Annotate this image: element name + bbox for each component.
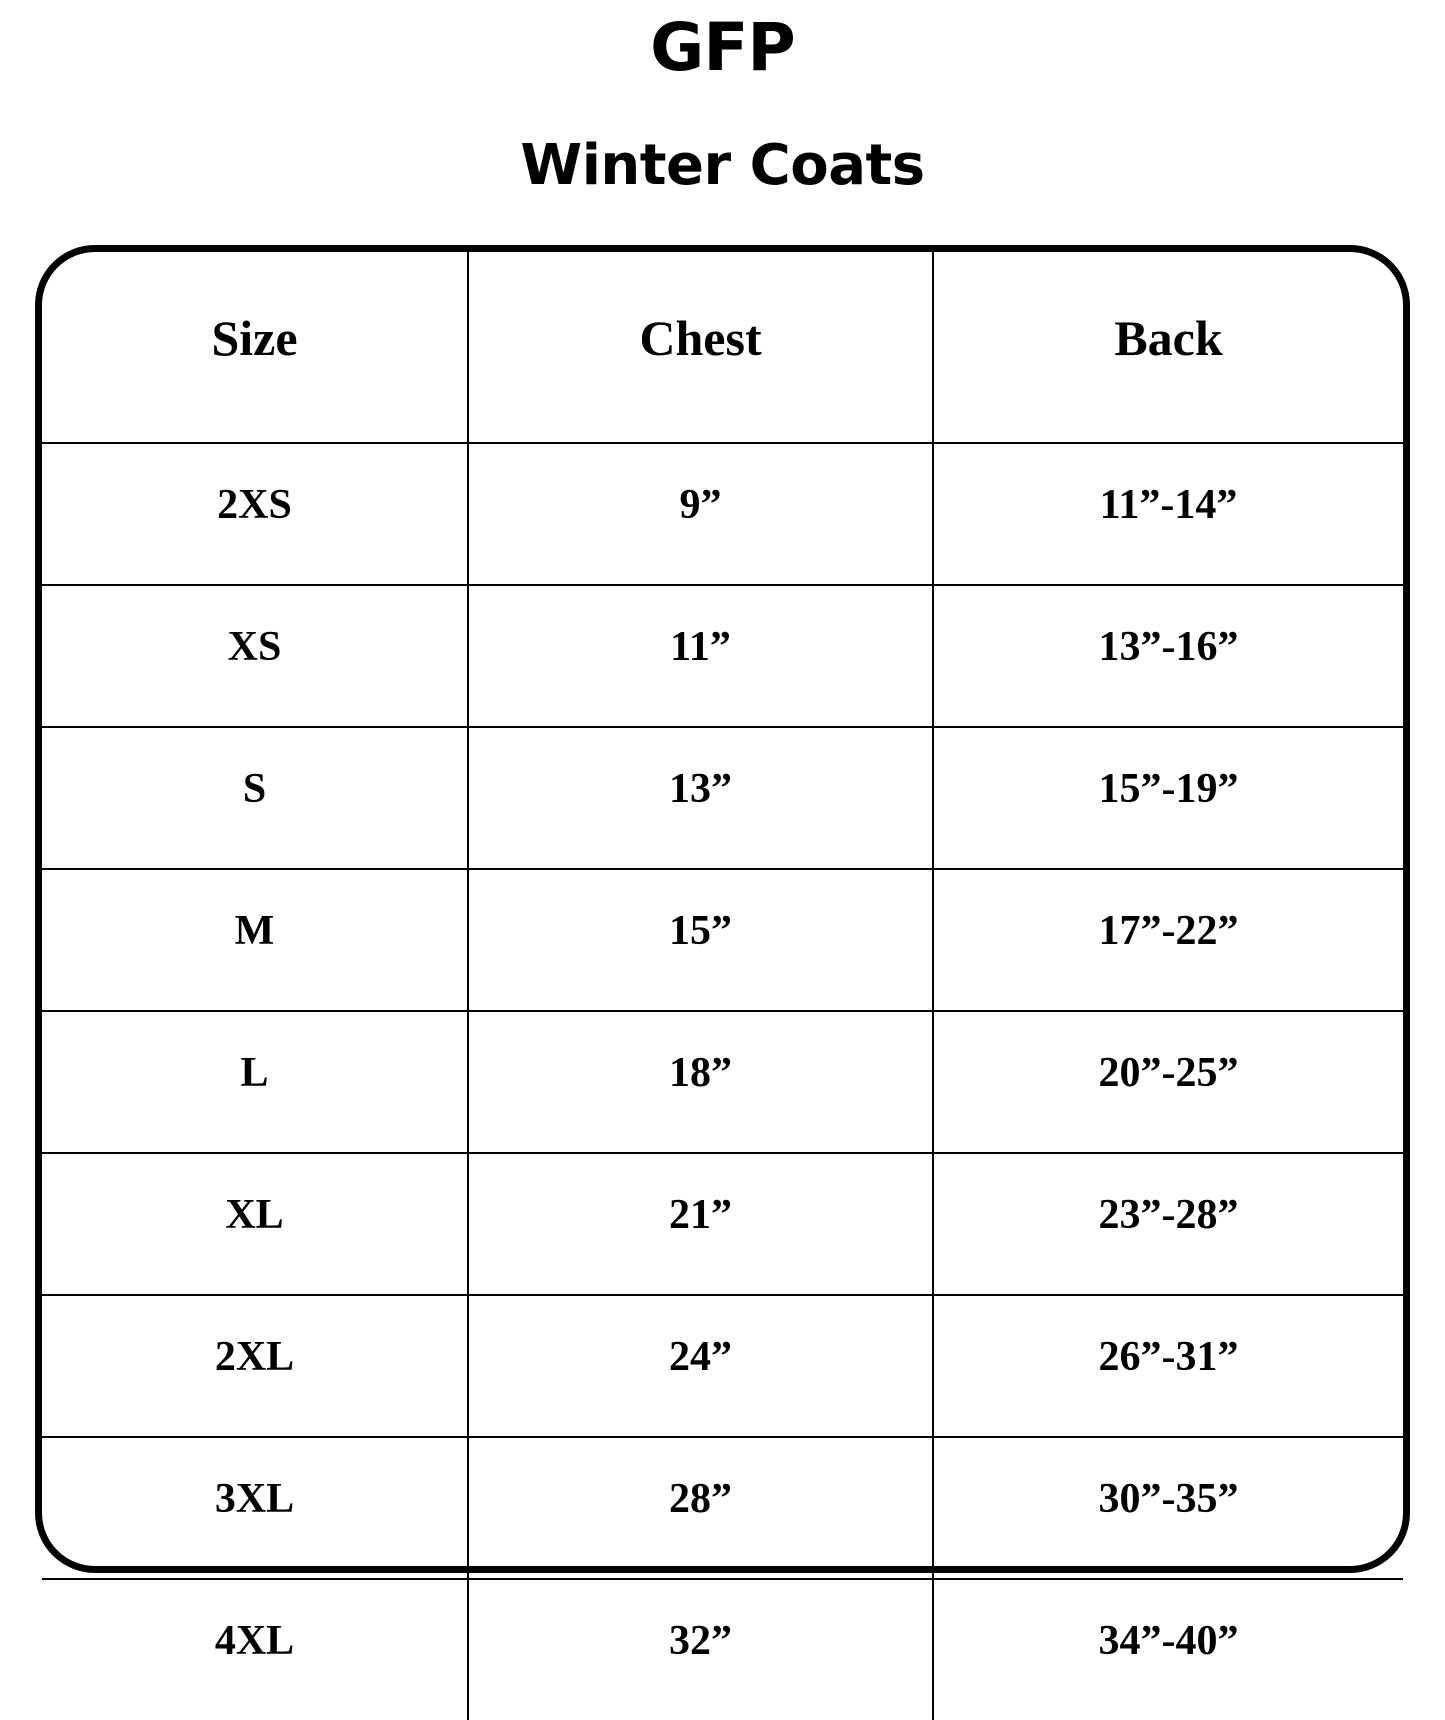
chest-cell: 18”	[468, 1011, 933, 1153]
size-chart-frame	[35, 245, 1410, 1664]
table-row	[42, 443, 1403, 585]
chest-cell: 9”	[468, 443, 933, 585]
chest-cell: 24”	[468, 1295, 933, 1437]
column-header-back: Back	[933, 252, 1403, 443]
size-cell: L	[42, 1011, 468, 1153]
back-cell: 13”-16”	[933, 585, 1403, 727]
column-header-chest: Chest	[468, 252, 933, 443]
table-row	[42, 1579, 1403, 1720]
column-header-size: Size	[42, 252, 468, 443]
table-row	[42, 585, 1403, 727]
back-cell: 15”-19”	[933, 727, 1403, 869]
chest-cell: 28”	[468, 1437, 933, 1579]
table-row	[42, 1437, 1403, 1579]
size-cell: 4XL	[42, 1579, 468, 1720]
size-cell: XL	[42, 1153, 468, 1295]
size-cell: 2XL	[42, 1295, 468, 1437]
table-header-row	[42, 252, 1403, 443]
back-cell: 17”-22”	[933, 869, 1403, 1011]
back-cell: 11”-14”	[933, 443, 1403, 585]
table-row	[42, 1153, 1403, 1295]
brand-logo-text: GFP	[650, 9, 795, 86]
size-cell: XS	[42, 585, 468, 727]
back-cell: 34”-40”	[933, 1579, 1403, 1720]
chest-cell: 11”	[468, 585, 933, 727]
page-title: Winter Coats	[520, 133, 925, 198]
chest-cell: 13”	[468, 727, 933, 869]
table-row	[42, 727, 1403, 869]
size-chart-table	[42, 252, 1403, 1720]
back-cell: 20”-25”	[933, 1011, 1403, 1153]
back-cell: 26”-31”	[933, 1295, 1403, 1437]
table-row	[42, 1011, 1403, 1153]
table-row	[42, 869, 1403, 1011]
chest-cell: 15”	[468, 869, 933, 1011]
size-cell: S	[42, 727, 468, 869]
chest-cell: 21”	[468, 1153, 933, 1295]
size-cell: 3XL	[42, 1437, 468, 1579]
chest-cell: 32”	[468, 1579, 933, 1720]
size-cell: 2XS	[42, 443, 468, 585]
back-cell: 23”-28”	[933, 1153, 1403, 1295]
table-row	[42, 1295, 1403, 1437]
size-cell: M	[42, 869, 468, 1011]
back-cell: 30”-35”	[933, 1437, 1403, 1579]
